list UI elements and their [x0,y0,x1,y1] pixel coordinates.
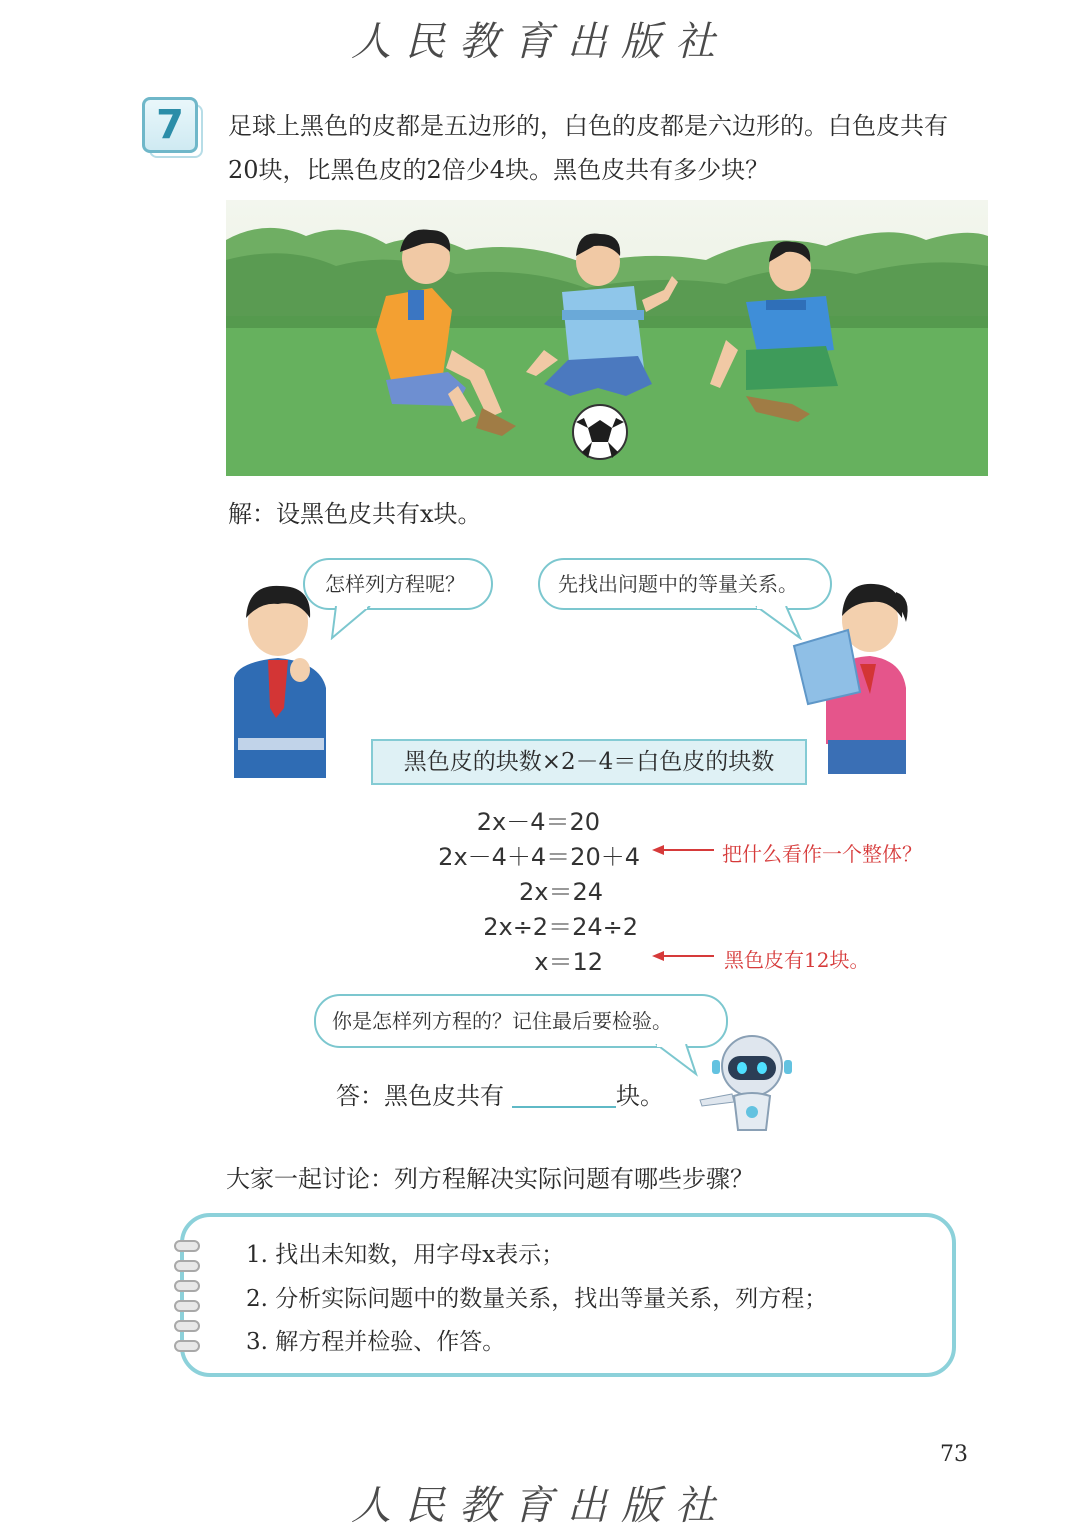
problem-text-line2: 20块，比黑色皮的2倍少4块。黑色皮共有多少块？ [228,156,770,184]
notebook-ring [174,1240,200,1252]
answer-blank[interactable] [512,1106,616,1108]
equation-line-3: 2x＝24 [518,878,603,906]
arrow-left-icon [652,842,716,858]
robot-speech-bubble: 你是怎样列方程的？记住最后要检验。 [314,994,728,1048]
equation-line-1: 2x－4＝20 [476,808,600,836]
discussion-prompt: 大家一起讨论：列方程解决实际问题有哪些步骤？ [226,1165,754,1193]
robot-icon [694,1030,794,1132]
solution-intro: 解：设黑色皮共有x块。 [228,500,482,528]
equation-line-2: 2x－4＋4＝20＋4 [438,843,640,871]
equation-line-5: x＝12 [534,948,603,976]
step-item-3: 3. 解方程并检验、作答。 [246,1329,506,1355]
step-item-2: 2. 分析实际问题中的数量关系，找出等量关系，列方程； [246,1286,828,1312]
result-note: 黑色皮有12块。 [724,948,870,972]
whole-hint-note: 把什么看作一个整体？ [722,842,922,866]
notebook-ring [174,1280,200,1292]
equation-line-4: 2x÷2＝24÷2 [483,913,638,941]
boys-playing-football-illustration [226,200,988,476]
boy-thinking-illustration [228,578,332,778]
notebook-ring [174,1300,200,1312]
girl-bubble-tail [752,606,806,640]
notebook-ring [174,1340,200,1352]
boy-speech-bubble: 怎样列方程呢？ [303,558,493,610]
answer-prefix: 答：黑色皮共有 [336,1082,504,1110]
boy-bubble-tail [330,606,380,640]
notebook-ring [174,1260,200,1272]
equal-relation-box: 黑色皮的块数×2－4＝白色皮的块数 [371,739,807,785]
answer-suffix: 块。 [616,1082,664,1110]
arrow-left-icon [652,948,716,964]
problem-text-line1: 足球上黑色的皮都是五边形的，白色的皮都是六边形的。白色皮共有 [228,112,948,140]
problem-number-badge: 7 [142,97,198,153]
girl-speech-bubble: 先找出问题中的等量关系。 [538,558,832,610]
step-item-1: 1. 找出未知数，用字母x表示； [246,1242,565,1268]
publisher-header: 人民教育出版社 [351,19,729,65]
publisher-footer: 人民教育出版社 [351,1483,729,1529]
notebook-ring [174,1320,200,1332]
page-number: 73 [940,1442,968,1467]
